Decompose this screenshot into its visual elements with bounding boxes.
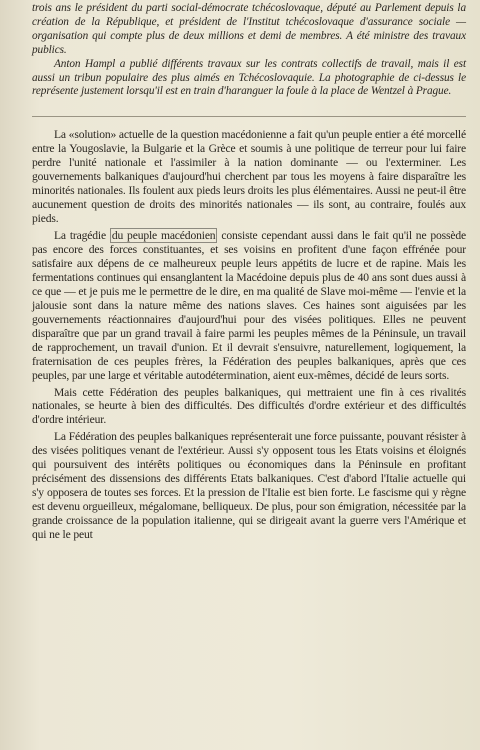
body-paragraph-2 <box>32 229 466 382</box>
body-paragraph-3: Mais cette Fédération des peuples balkaniques, qui mettraient une fin à ces rivalités nationales, se heurte à bien des difficultés. Des difficultés d'ordre extérieur et des difficultés d'ordre intérieur. <box>32 385 466 427</box>
caption-paragraph-1: trois ans le président du parti social-démocrate tchécoslovaque, député au Parlement depuis la création de la République, et président de l'Institut tchécoslovaque d'assurance sociale — organisation qui compte plus de deux millions et demi de membres. A été ministre des travaux publics. <box>32 2 466 56</box>
paragraph-2-rest: consiste cependant aussi dans le fait qu'il ne possède pas encore des forces constituantes, et ses voisins en profitent d'une façon effrénée pour satisfaire aux dépens de ce malheureux peuple leurs appétits de lucre et de rapine. Mais les fermentations continues qui ensanglantent la Macédoine depuis plus de 40 ans sont dues aussi à ce que — et je puis me le permettre de le dire, en ma qualité de Slave moi-même — l'envie et la jalousie sont dans la nature même des nations slaves. Ces haines sont aiguisées par les gouvernements réactionnaires d'aujourd'hui pour des visées politiques. Elles ne peuvent disparaître que par un grand travail à faire parmi les peuples mêmes de la Péninsule, un travail de rapprochement, un travail d'union. Et il devrait s'ensuivre, naturellement, logiquement, la fraternisation de ces peuples frères, la Fédération des peuples balkaniques, après que ces peuples, par une large et véritable autodétermination, aient eux-mêmes, décidé de leurs sorts. <box>32 229 466 382</box>
article-body <box>32 128 466 542</box>
body-paragraph-4: La Fédération des peuples balkaniques représenterait une force puissante, pouvant résister à des visées politiques venant de l'extérieur. Aussi s'y opposent tous les Etats voisins et éloignés qui poursuivent des intérêts politiques ou économiques dans la Péninsule en profitant précisément des dissensions des différents Etats balkaniques. C'est d'abord l'Italie actuelle qui s'y opposera de toutes ses forces. Et la pression de l'Italie est bien forte. Le fascisme qui y règne est devenu orgueilleux, mégalomane, belliqueux. De plus, pour son émigration, nécessitée par la grande croissance de la population italienne, qui se dirigeait avant la guerre vers l'Amérique et qui ne le peut <box>32 430 466 542</box>
paragraph-2-start: La tragédie <box>54 229 110 243</box>
caption-paragraph-2: Anton Hampl a publié différents travaux sur les contrats collectifs de travail, mais il est aussi un tribun populaire des plus aimés en Tchécoslovaquie. La photographie de ci-dessus le représente justement lorsqu'il est en train d'haranguer la foule à la place de Wentzel à Prague. <box>32 57 466 98</box>
section-divider <box>32 116 466 117</box>
highlighted-phrase: du peuple macédonien <box>111 229 216 243</box>
body-paragraph-1: La «solution» actuelle de la question macédonienne a fait qu'un peuple entier a été morcellé entre la Yougoslavie, la Bulgarie et la Grèce et soumis à une politique de terreur pour lui faire perdre l'unité nationale et l'assimiler à la nation dominante — ou l'exterminer. Les gouvernements balkaniques d'aujourd'hui cherchent par tous les moyens à faire disparaître les minorités nationales. Ils foulent aux pieds leurs droits les plus élémentaires. Aussi ne peut-il être aucunement question de droits des minorités nationales — ils sont, au contraire, foulés aux pieds. <box>32 128 466 226</box>
photo-caption <box>32 2 466 99</box>
